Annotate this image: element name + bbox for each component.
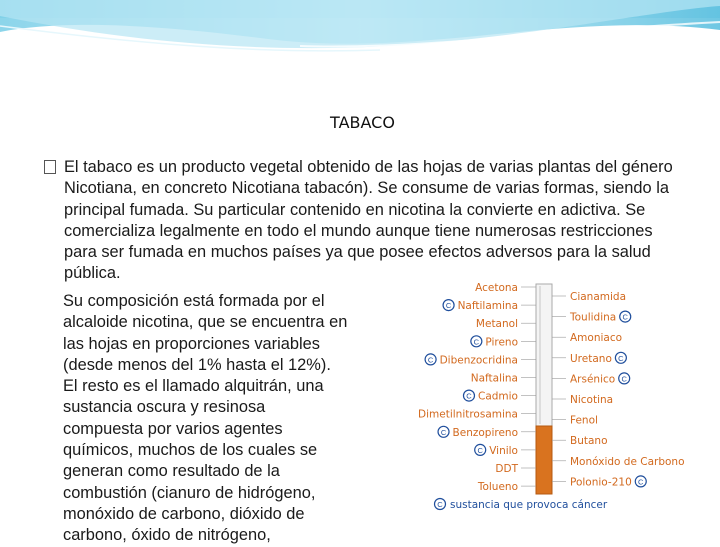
carcinogen-marker-icon-letter: C — [445, 301, 452, 311]
carcinogen-marker-icon-letter: C — [440, 427, 447, 437]
right-substance-label: Arsénico — [570, 373, 616, 386]
legend-marker-icon-letter: C — [437, 500, 443, 509]
right-substance-label: Polonio-210 — [570, 476, 632, 489]
right-substance-label: Amoniaco — [570, 332, 623, 345]
right-substance-label: Uretano — [570, 352, 612, 365]
cigarette-diagram-svg — [380, 276, 710, 522]
right-substance-label: Toulidina — [570, 311, 617, 324]
left-substance-label: Benzopireno — [452, 426, 518, 439]
cigarette-filter-icon — [536, 426, 552, 494]
cigarette-paper-icon — [536, 284, 552, 426]
carcinogen-marker-icon-letter: C — [621, 374, 627, 384]
legend-label: sustancia que provoca cáncer — [450, 499, 608, 511]
slide-title: TABACO — [330, 113, 395, 132]
left-substance-label: Pireno — [485, 336, 518, 349]
cigarette-substances-diagram — [380, 276, 710, 522]
bullet-box-icon — [44, 160, 56, 174]
intro-paragraph-block — [46, 157, 686, 285]
left-substance-label: Naftalina — [470, 372, 518, 385]
left-substance-label: Dibenzocridina — [439, 354, 518, 367]
left-substance-label: Acetona — [475, 282, 518, 294]
left-substance-label: DDT — [495, 463, 518, 475]
right-substance-label: Cianamida — [570, 291, 627, 303]
header-wave-decoration — [0, 0, 720, 62]
right-substance-label: Monóxido de Carbono — [570, 455, 685, 468]
left-substance-label: Dimetilnitrosamina — [418, 408, 518, 421]
left-substance-label: Naftilamina — [457, 300, 518, 313]
carcinogen-marker-icon-letter: C — [473, 337, 480, 347]
carcinogen-marker-icon-letter: C — [466, 391, 472, 401]
right-substance-label: Fenol — [570, 414, 598, 427]
carcinogen-marker-icon-letter: C — [618, 353, 624, 363]
carcinogen-marker-icon-letter: C — [477, 445, 483, 455]
intro-paragraph: El tabaco es un producto vegetal obtenido de las hojas de varias plantas del género Nicotiana, en concreto Nicotiana tabacón). Se consume de varias formas, siendo la principal fumada. Su particular contenido en nicotina la convierte en adictiva. Se comercializa legalmente en todo el mundo aunque tiene numerosas restricciones para ser fumada en muchos países ya que posee efectos adversos para la salud pública. — [64, 158, 673, 283]
carcinogen-marker-icon-letter: C — [427, 355, 434, 365]
composition-paragraph: Su composición está formada por el alcaloide nicotina, que se encuentra en las hojas en proporciones variables (desde menos del 1% hasta el 12%). El resto es el llamado alquitrán, una sustancia oscura y resinosa compuesta por varios agentes químicos, muchos de los cuales se generan como resultado de la combustión (cianuro de hidrógeno, monóxido de carbono, dióxido de carbono, óxido de nitrógeno, — [63, 292, 348, 545]
left-substance-label: Tolueno — [477, 481, 518, 494]
right-substance-label: Butano — [570, 435, 608, 448]
left-substance-label: Cadmio — [477, 390, 518, 403]
carcinogen-marker-icon-letter: C — [638, 477, 644, 487]
left-substance-label: Metanol — [475, 318, 518, 331]
carcinogen-marker-icon-letter: C — [622, 312, 628, 322]
left-substance-label: Vinilo — [489, 444, 518, 457]
right-substance-label: Nicotina — [570, 394, 614, 406]
